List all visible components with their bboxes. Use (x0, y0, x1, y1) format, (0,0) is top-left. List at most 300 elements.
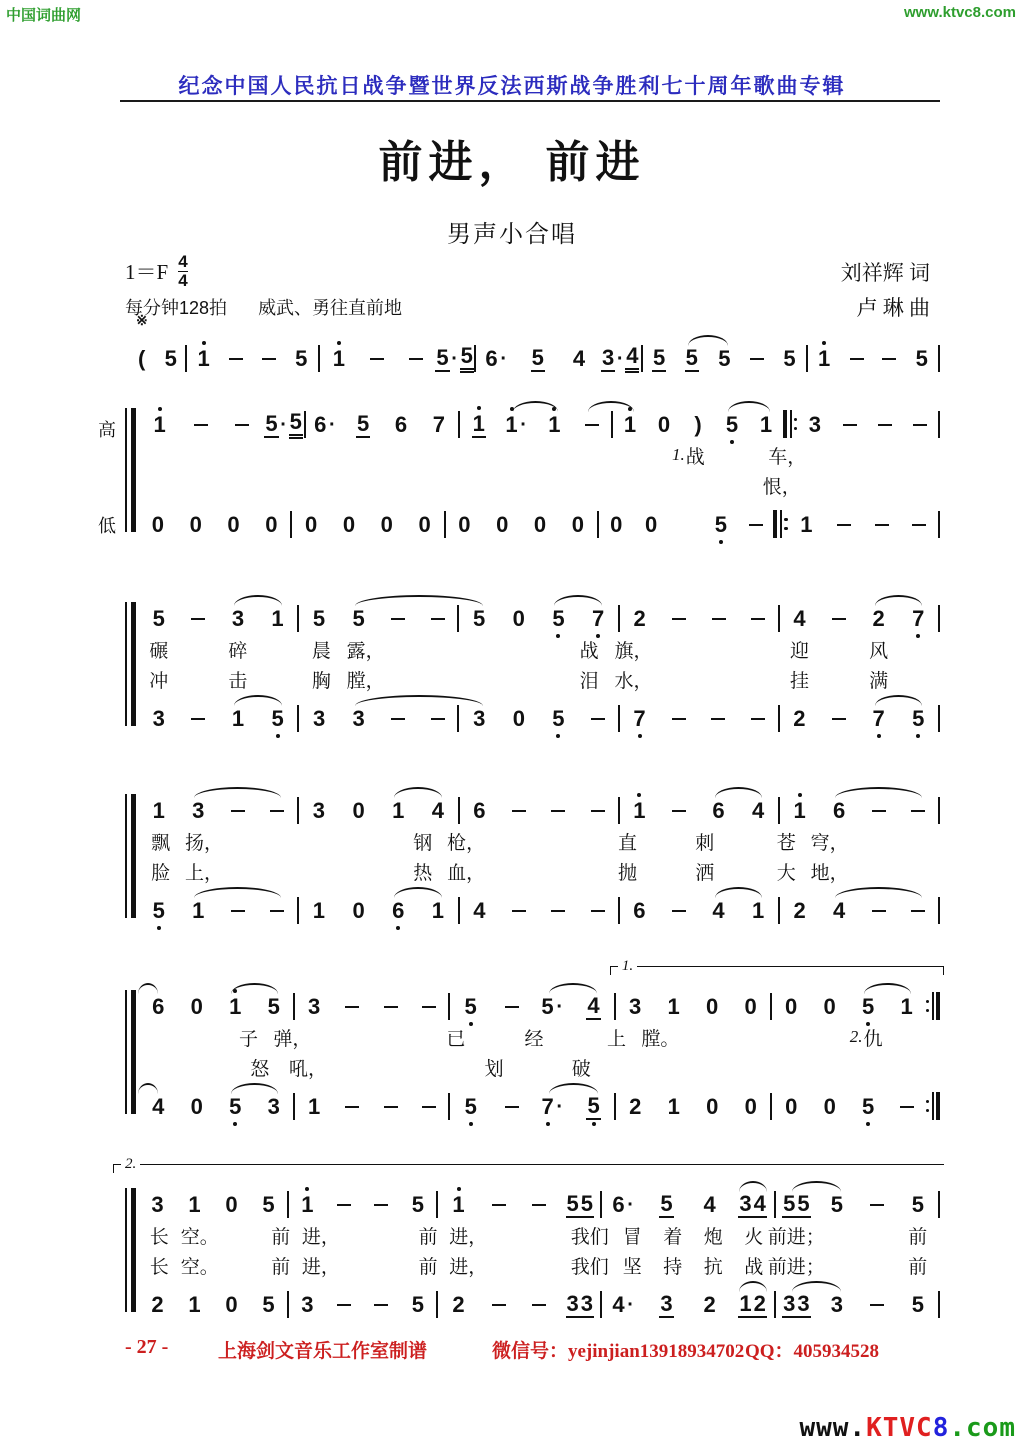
note-cell (693, 1096, 732, 1118)
tie-arc (138, 1083, 158, 1094)
tie-arc (231, 1083, 278, 1094)
high-voice-row (139, 982, 940, 1022)
note-cell (797, 414, 832, 436)
note-digit: 1 (667, 1094, 680, 1119)
note-cell (177, 514, 215, 536)
augmentation-dot: · (328, 414, 336, 436)
note-cell (216, 1096, 255, 1118)
lyric-cell: 战 (744, 1256, 764, 1278)
note-digit: 3 (660, 1290, 673, 1316)
barline (938, 411, 940, 438)
note-digit: 6 (485, 346, 498, 371)
note-digit: 0 (225, 1292, 238, 1317)
note-digit: 2 (872, 606, 885, 631)
note-cell (539, 608, 579, 630)
measure (767, 1222, 938, 1249)
lyric-cell: 车， (768, 446, 807, 468)
note-cell (333, 1106, 371, 1108)
dash-note (374, 1304, 388, 1306)
note-digit: 5 (289, 411, 303, 439)
note-cell (654, 996, 693, 1018)
lyrics-row-2 (139, 664, 940, 694)
tempo-line (125, 294, 402, 320)
note-cell (368, 514, 406, 536)
lyric-cell: 恨， (762, 476, 801, 498)
repeat-close-barline (926, 1092, 940, 1120)
lyric-cell: 迎 (790, 640, 810, 662)
tie-arc (194, 887, 281, 898)
dash-note (505, 1006, 519, 1008)
note-digit: 3 (352, 706, 365, 731)
dash-note (532, 1204, 546, 1206)
note-cell (499, 810, 538, 812)
dash-note (270, 910, 284, 912)
tie-arc (549, 983, 598, 994)
note-digit: 0 (785, 994, 798, 1019)
note-digit: 0 (644, 512, 658, 537)
measure (303, 1252, 446, 1279)
note-cell (180, 424, 221, 426)
note-digit: 5 (911, 1292, 924, 1317)
note-digit: 4 (572, 346, 586, 371)
measure (299, 708, 457, 730)
lyric-cell: 苍 (776, 832, 796, 854)
note-digit: 0 (823, 1094, 836, 1119)
note-cell (139, 996, 178, 1018)
measure (797, 414, 938, 436)
note-cell (179, 800, 219, 822)
note-digit: 5 (580, 1190, 594, 1216)
dash-note (492, 1204, 506, 1206)
lyric-cell: 地， (810, 862, 849, 884)
note-cell (339, 800, 379, 822)
note-cell (491, 1106, 532, 1108)
note-cell (519, 1304, 559, 1306)
note-cell (898, 810, 938, 812)
note-cell (715, 414, 749, 436)
lyrics-row-1 (139, 1022, 940, 1052)
note-cell (749, 414, 783, 436)
note-cell (573, 424, 611, 426)
note-cell (299, 900, 339, 922)
voice-label-low: 低 (98, 516, 116, 536)
lyricist: 刘祥辉 词 (840, 261, 930, 285)
time-signature: 4 4 (178, 252, 188, 290)
measure (139, 636, 297, 663)
augmentation-dot: · (280, 414, 287, 436)
note-digit: 3 (629, 994, 642, 1019)
note-digit: 6 (152, 994, 165, 1019)
measure (139, 1054, 332, 1081)
measure (766, 442, 938, 469)
dash-note (872, 810, 886, 812)
augmentation-dot: · (616, 348, 624, 370)
note-cell (659, 618, 698, 620)
note-cell (898, 708, 938, 730)
note-cell (558, 348, 599, 370)
note-cell (460, 900, 499, 922)
measure (448, 1252, 610, 1279)
note-cell (616, 1096, 655, 1118)
lyric-cell: 膛， (346, 670, 385, 692)
measure (602, 1190, 774, 1218)
note-digit: 3 (473, 706, 486, 731)
note-digit: 1 (739, 1290, 752, 1316)
note-digit: 3 (151, 1192, 164, 1217)
note-cell (780, 708, 820, 730)
measure (299, 800, 458, 822)
note-digit: 3 (783, 1290, 796, 1316)
tie-arc (138, 983, 158, 994)
note-cell (900, 524, 938, 526)
low-voice-row (139, 1280, 940, 1320)
note-cell (599, 514, 634, 536)
note-digit: 4 (703, 1192, 716, 1217)
note-digit: 6 (314, 412, 327, 437)
note-cell (460, 410, 498, 438)
barline (938, 705, 940, 732)
note-digit: 1 (192, 898, 205, 923)
note-cell (578, 810, 617, 812)
barline (938, 1191, 940, 1218)
high-voice-row (139, 1180, 940, 1220)
note-digit: 1 (197, 346, 210, 371)
lyric-cell: 经 (524, 1028, 544, 1050)
tie-arc (835, 887, 922, 898)
measure (139, 900, 297, 922)
footer (0, 1336, 1024, 1366)
note-digit: 0 (512, 606, 525, 631)
lyrics-row-2 (139, 856, 940, 886)
note-digit: 4 (793, 606, 806, 631)
note-digit: 0 (657, 412, 671, 437)
note-cell (213, 1194, 250, 1216)
dash-note (711, 718, 725, 720)
note-cell (156, 348, 185, 370)
key-signature (125, 253, 188, 290)
note-digit: 5 (587, 1092, 600, 1118)
note-cell (215, 514, 253, 536)
dash-note (751, 618, 765, 620)
note-cell (258, 608, 298, 630)
note-digit: 5 (295, 346, 308, 371)
note-digit: 5 (312, 606, 326, 631)
lyric-cell: 战 (579, 640, 599, 662)
tie-arc (355, 695, 484, 706)
parenthesis: ( (137, 346, 146, 371)
dash-note (591, 910, 605, 912)
tie-arc (739, 1181, 767, 1192)
note-cell (773, 348, 806, 370)
note-digit: 5 (830, 1192, 843, 1217)
high-voice-row (139, 786, 940, 826)
intro-line (125, 334, 940, 374)
note-digit: 3 (312, 706, 326, 731)
note-digit: 1 (188, 1192, 201, 1217)
barline (938, 897, 940, 924)
note-cell (532, 1096, 573, 1118)
note-cell (218, 910, 258, 912)
dash-note (749, 524, 763, 526)
note-cell (178, 1096, 217, 1118)
note-cell (483, 514, 521, 536)
lyric-cell: 上 (607, 1028, 627, 1050)
note-digit: 1 (505, 412, 518, 437)
note-digit: 2 (151, 1292, 164, 1317)
dash-note (878, 424, 892, 426)
lyric-cell: 已 (446, 1028, 466, 1050)
note-cell (476, 348, 517, 370)
dash-note (391, 618, 405, 620)
dash-note (345, 1106, 359, 1108)
lyric-cell: 脸 (151, 862, 171, 884)
note-digit: 5 (714, 512, 728, 537)
measure (139, 828, 312, 855)
note-cell (378, 900, 418, 922)
note-cell (258, 810, 298, 812)
note-digit: 7 (872, 706, 885, 731)
note-cell (819, 800, 859, 822)
note-cell (859, 708, 899, 730)
note-cell (898, 1294, 938, 1316)
song-subtitle: 男声小合唱 (447, 222, 577, 248)
note-digit: 1 (271, 606, 284, 631)
measure (299, 900, 458, 922)
note-cell (499, 910, 538, 912)
lyric-cell: 空。 (180, 1226, 219, 1248)
dash-note (672, 718, 686, 720)
note-cell (898, 910, 938, 912)
lyric-cell: 进， (301, 1226, 340, 1248)
note-cell (435, 345, 474, 373)
high-voice-row (139, 594, 940, 634)
note-cell (258, 910, 298, 912)
note-cell (681, 412, 715, 438)
note-digit: 0 (190, 994, 203, 1019)
note-cell (780, 900, 820, 922)
note-cell (832, 424, 867, 426)
note-digit: 5 (725, 412, 739, 437)
lyric-cell: 直 (617, 832, 637, 854)
tie-arc (875, 595, 923, 606)
dash-note (431, 618, 445, 620)
measure (476, 345, 641, 373)
note-digit: 1 (759, 412, 773, 437)
note-digit: 6 (473, 798, 486, 823)
note-cell (849, 1096, 887, 1118)
measure (608, 858, 762, 885)
note-cell (643, 344, 676, 372)
dash-note (231, 810, 245, 812)
measure (127, 346, 185, 372)
measure (595, 1024, 770, 1051)
lyric-cell: 洒 (695, 862, 715, 884)
note-cell (339, 708, 379, 730)
dash-note (270, 810, 284, 812)
lyric-cell: 坚 (622, 1256, 642, 1278)
note-cell (418, 900, 458, 922)
note-digit: 5 (352, 606, 365, 631)
note-cell (517, 344, 558, 372)
note-cell (539, 810, 578, 812)
note-cell (139, 1096, 178, 1118)
lyrics-row-2 (139, 470, 940, 500)
note-cell (292, 514, 330, 536)
note-cell (378, 800, 418, 822)
note-cell (420, 414, 458, 436)
measure (612, 1252, 774, 1279)
note-digit: 2 (753, 1290, 766, 1316)
note-cell (519, 1204, 559, 1206)
augmentation-dot: · (500, 348, 507, 370)
dash-note (591, 810, 605, 812)
lyric-cell: 进， (301, 1256, 340, 1278)
tie-arc (875, 695, 923, 706)
studio-credit: 上海剑文音乐工作室制谱 (218, 1341, 428, 1362)
lyric-cell: 2. 仇 (849, 1027, 883, 1050)
note-digit: 5 (271, 706, 284, 731)
note-cell (776, 1190, 816, 1218)
dash-note (492, 1304, 506, 1306)
note-digit: 1 (188, 1292, 201, 1317)
measure (139, 1194, 287, 1216)
note-digit: 0 (744, 994, 757, 1019)
note-cell (306, 414, 344, 436)
note-digit: 5 (783, 346, 796, 371)
dash-note (591, 718, 605, 720)
note-digit: 0 (496, 512, 509, 537)
measure (776, 1190, 938, 1218)
note-cell (560, 1290, 600, 1318)
dash-note (512, 910, 526, 912)
lyrics-row-1 (139, 440, 940, 470)
note-cell (819, 718, 859, 720)
measure (772, 1024, 923, 1051)
note-cell (333, 1006, 371, 1008)
measure (608, 828, 762, 855)
system-bracket (125, 408, 136, 532)
note-cell (460, 800, 499, 822)
barline (938, 605, 940, 632)
repeat-open-barline (783, 410, 797, 438)
note-cell (559, 514, 597, 536)
note-digit: 1 (818, 346, 831, 371)
note-cell (560, 1190, 600, 1218)
dash-note (191, 718, 205, 720)
measure (616, 1096, 770, 1118)
dash-note (751, 718, 765, 720)
note-digit: 0 (352, 898, 365, 923)
note-cell (179, 618, 219, 620)
note-digit: 3 (308, 994, 321, 1019)
dash-note (832, 718, 846, 720)
lyric-cell: 我们 (570, 1256, 609, 1278)
lyric-cell: 碎 (228, 640, 248, 662)
note-cell (731, 1190, 774, 1218)
measure (139, 666, 297, 693)
credits (841, 256, 930, 325)
dash-note (231, 910, 245, 912)
note-cell (187, 348, 220, 370)
note-cell (688, 1194, 731, 1216)
note-cell (139, 708, 179, 730)
measure (459, 608, 618, 630)
measure (765, 828, 938, 855)
note-cell (859, 910, 899, 912)
note-cell (859, 608, 899, 630)
measure (139, 1294, 287, 1316)
dash-note (837, 524, 851, 526)
measure (289, 1194, 436, 1216)
measure (808, 348, 938, 370)
song-title: 前进， 前进 (378, 138, 646, 187)
lyric-cell: 前 (908, 1256, 928, 1278)
barline (938, 1291, 940, 1318)
note-cell (620, 900, 660, 922)
note-cell (418, 800, 458, 822)
measure (320, 345, 474, 373)
lyric-cell: 穹， (810, 832, 849, 854)
note-digit: 5 (652, 344, 666, 370)
note-cell (399, 1194, 436, 1216)
voice-label-high: 高 (98, 420, 116, 440)
low-voice-row (139, 1082, 940, 1122)
note-cell (218, 708, 258, 730)
note-digit: 1 (152, 798, 165, 823)
note-cell (868, 424, 903, 426)
note-cell (703, 514, 738, 536)
lyric-cell: 枪， (447, 832, 486, 854)
measure (438, 1190, 600, 1218)
note-cell (738, 900, 778, 922)
note-cell (498, 414, 536, 436)
tie-arc (513, 401, 559, 412)
measure (436, 1024, 592, 1051)
lyric-cell: 上， (185, 862, 224, 884)
note-cell (659, 718, 698, 720)
note-digit: 2 (793, 706, 806, 731)
note-cell (776, 1290, 816, 1318)
dash-note (409, 358, 423, 360)
volta-label: 1. (618, 958, 637, 975)
dash-note (911, 810, 925, 812)
note-cell (339, 608, 379, 630)
note-cell (363, 1304, 400, 1306)
note-digit: 4 (625, 345, 639, 373)
lyric-cell: 膛。 (641, 1028, 680, 1050)
note-digit: 3 (797, 1290, 810, 1316)
site-logo: www.KTVC8.com (799, 1413, 1016, 1443)
dash-note (913, 424, 927, 426)
lyric-cell: 水， (614, 670, 653, 692)
page-number: - 27 - (125, 1336, 169, 1358)
lyrics-row-2 (139, 1250, 940, 1280)
note-digit: 5 (915, 346, 928, 371)
note-cell (699, 718, 738, 720)
note-digit: 7 (591, 606, 605, 631)
dash-note (551, 910, 565, 912)
dash-note (422, 1106, 436, 1108)
augmentation-dot: · (627, 1294, 634, 1316)
dash-note (551, 810, 565, 812)
note-cell (521, 514, 559, 536)
lyric-cell: 晨 (311, 640, 331, 662)
lyric-cell: 着 (663, 1226, 683, 1248)
note-digit: 1 (548, 412, 561, 437)
tie-arc (394, 787, 442, 798)
note-digit: 7 (432, 412, 445, 437)
note-cell (578, 608, 618, 630)
